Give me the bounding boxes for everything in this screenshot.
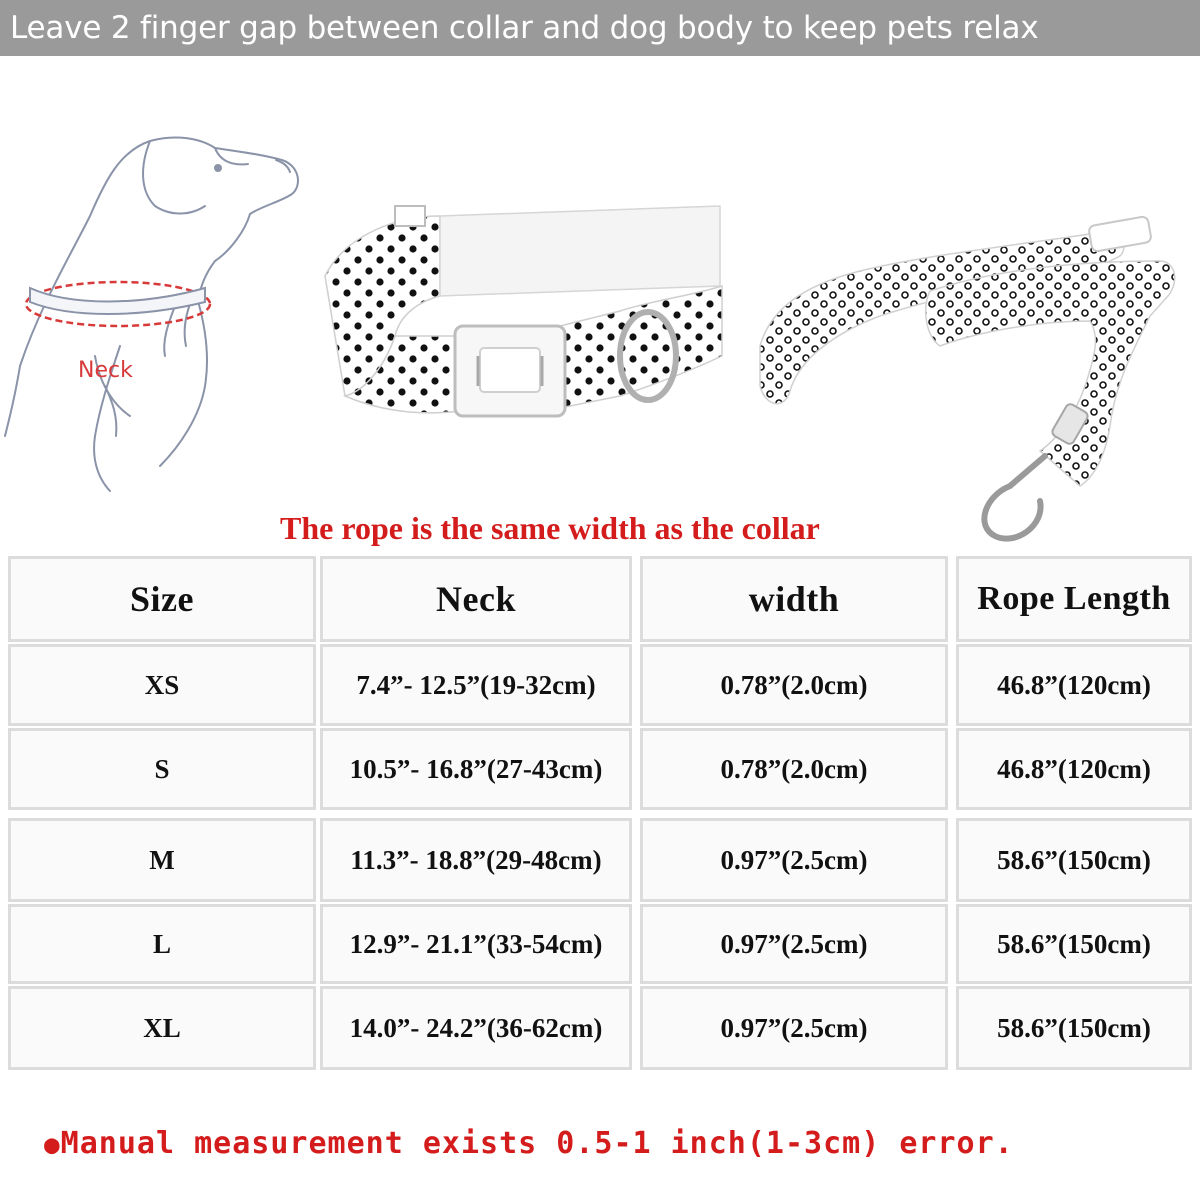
same-width-caption: The rope is the same width as the collar: [280, 510, 820, 546]
cell-rope-l: 58.6”(150cm): [956, 904, 1192, 984]
measurement-note: [44, 1126, 1014, 1161]
cell-neck-m: 11.3”- 18.8”(29-48cm): [320, 818, 632, 902]
cell-width-m: 0.97”(2.5cm): [640, 818, 948, 902]
cell-neck-l: 12.9”- 21.1”(33-54cm): [320, 904, 632, 984]
header-neck: Neck: [320, 556, 632, 642]
cell-width-xs: 0.78”(2.0cm): [640, 644, 948, 726]
cell-size-xs: XS: [8, 644, 316, 726]
collar-icon: [325, 206, 722, 416]
header-width: width: [640, 556, 948, 642]
bullet-icon: ●: [44, 1130, 61, 1160]
header-size: Size: [8, 556, 316, 642]
cell-size-s: S: [8, 728, 316, 810]
cell-width-s: 0.78”(2.0cm): [640, 728, 948, 810]
cell-neck-xl: 14.0”- 24.2”(36-62cm): [320, 986, 632, 1070]
cell-rope-s: 46.8”(120cm): [956, 728, 1192, 810]
cell-width-l: 0.97”(2.5cm): [640, 904, 948, 984]
cell-neck-xs: 7.4”- 12.5”(19-32cm): [320, 644, 632, 726]
cell-size-m: M: [8, 818, 316, 902]
cell-rope-m: 58.6”(150cm): [956, 818, 1192, 902]
cell-width-xl: 0.97”(2.5cm): [640, 986, 948, 1070]
cell-size-xl: XL: [8, 986, 316, 1070]
cell-rope-xs: 46.8”(120cm): [956, 644, 1192, 726]
measurement-note-text: Manual measurement exists 0.5-1 inch(1-3cm) error.: [60, 1126, 1014, 1161]
header-rope-length: Rope Length: [956, 556, 1192, 642]
dog-outline-icon: [5, 137, 298, 491]
top-banner: Leave 2 finger gap between collar and dog body to keep pets relax: [0, 0, 1200, 56]
cell-size-l: L: [8, 904, 316, 984]
illustration-svg: [0, 56, 1200, 546]
size-table: [8, 556, 1192, 1076]
cell-rope-xl: 58.6”(150cm): [956, 986, 1192, 1070]
cell-neck-s: 10.5”- 16.8”(27-43cm): [320, 728, 632, 810]
neck-label: Neck: [78, 358, 133, 383]
leash-icon: [760, 216, 1175, 539]
product-illustration: [0, 56, 1200, 546]
